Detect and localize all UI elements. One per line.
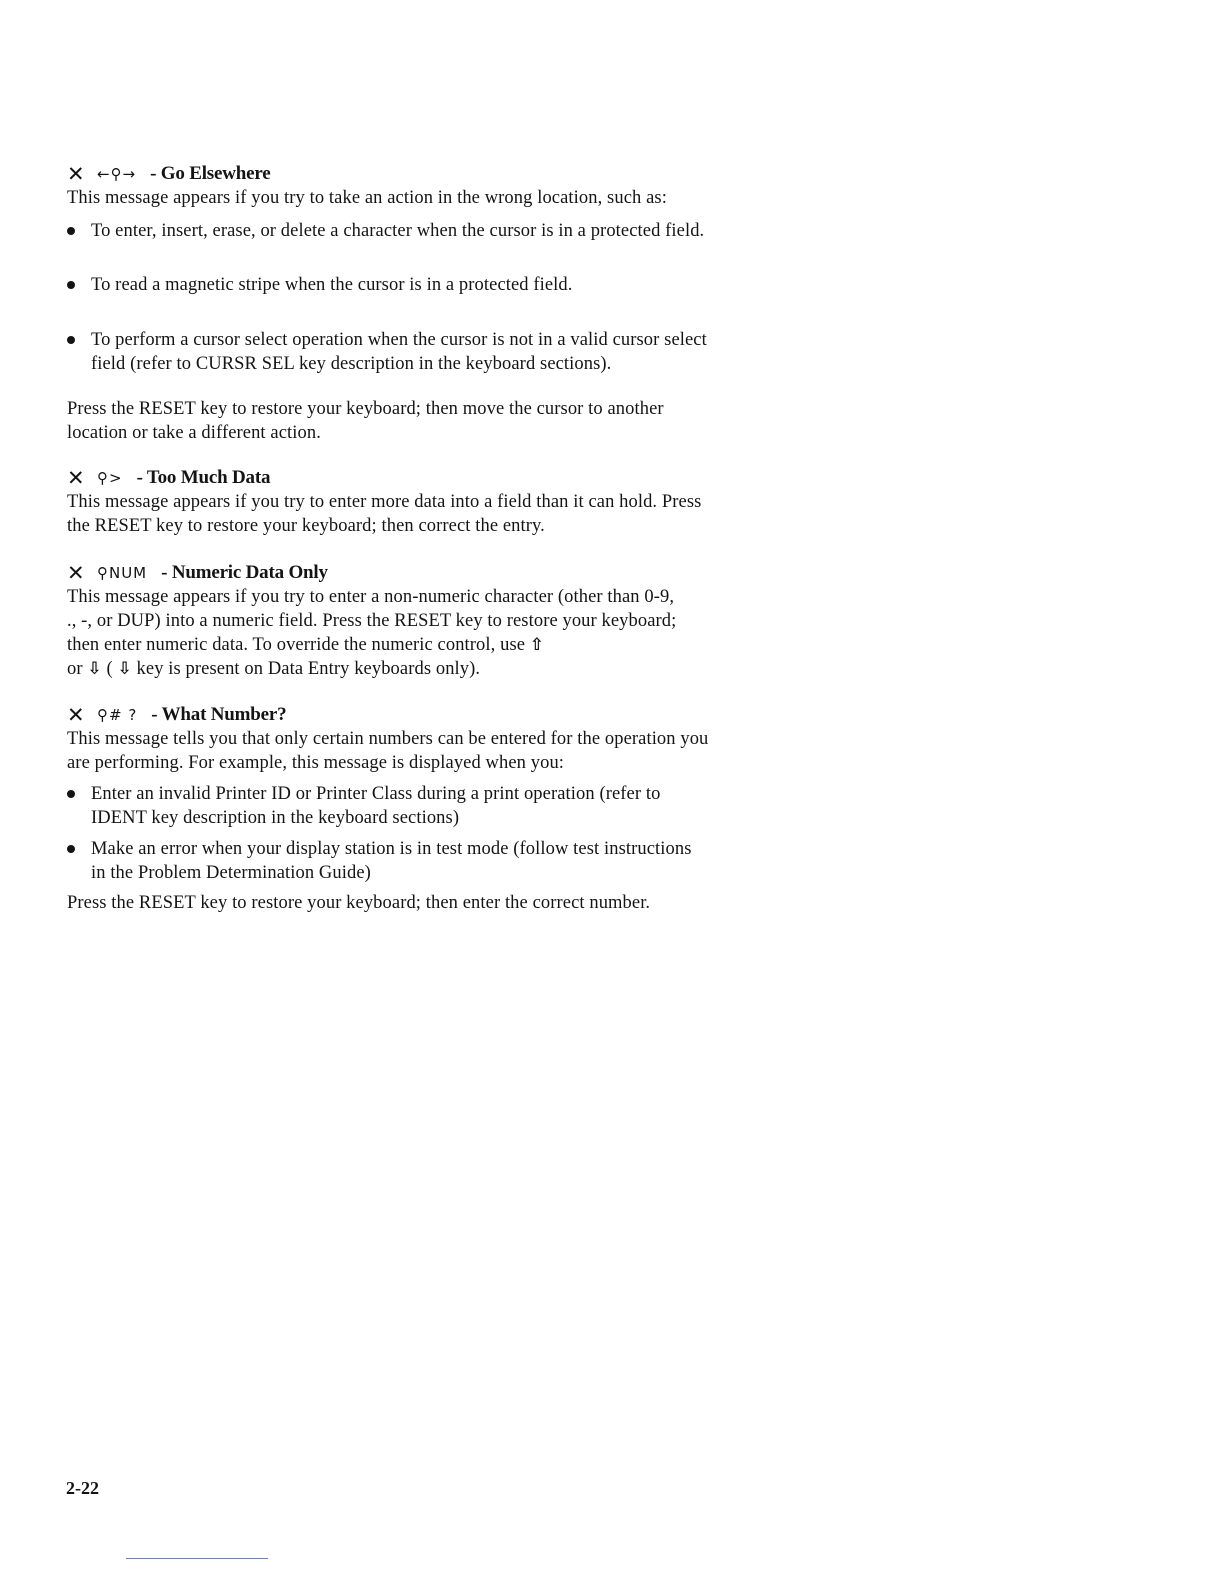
footer-rule (126, 1558, 268, 1559)
what-number-closing: Press the RESET key to restore your keyboard; then enter the correct number. (67, 893, 651, 913)
bullet-icon (67, 227, 75, 235)
what-number-intro: This message tells you that only certain numbers can be entered for the operation you are performing. For example, this message is displayed when you: (67, 729, 709, 773)
bullet-icon (67, 281, 75, 289)
heading-too-much-data (67, 466, 270, 490)
heading-title: - Go Elsewhere (150, 163, 271, 184)
list-item (67, 837, 707, 885)
too-much-data-symbol: ⚲> (97, 469, 123, 487)
go-elsewhere-intro: This message appears if you try to take an action in the wrong location, such as: (67, 188, 667, 208)
list-item-text: To perform a cursor select operation when the cursor is not in a valid cursor select field (refer to CURSR SEL key description in the keyboard sections). (91, 330, 707, 374)
bullet-icon (67, 790, 75, 798)
heading-title: - What Number? (151, 704, 287, 725)
what-number-symbol: ⚲# ? (97, 706, 138, 724)
down-arrow-icon: ⇩ (87, 659, 102, 679)
go-elsewhere-symbol: ←⚲→ (97, 165, 137, 183)
heading-go-elsewhere (67, 162, 270, 186)
up-arrow-icon: ⇧ (529, 635, 545, 655)
page-number: 2-22 (66, 1478, 99, 1498)
heading-title: - Numeric Data Only (161, 562, 328, 583)
heading-what-number (67, 703, 286, 727)
numeric-body-text: This message appears if you try to enter a non-numeric character (other than 0-9, ., -, or DUP) into a numeric field. Press the RESET key to restore your keyboard; then enter numeric data. To override the numeric control, use (67, 587, 677, 655)
list-item-text: Enter an invalid Printer ID or Printer Class during a print operation (refer to IDENT key description in the keyboard sections) (91, 784, 661, 828)
x-mark-icon: ✕ (67, 162, 85, 186)
bullet-icon (67, 336, 75, 344)
list-item-text: Make an error when your display station is in test mode (follow test instructions in the Problem Determination Guide) (91, 839, 692, 883)
go-elsewhere-closing: Press the RESET key to restore your keyboard; then move the cursor to another location or take a different action. (67, 399, 664, 443)
list-item-text: To enter, insert, erase, or delete a character when the cursor is in a protected field. (91, 221, 705, 241)
too-much-data-body: This message appears if you try to enter more data into a field than it can hold. Press the RESET key to restore your keyboard; then correct the entry. (67, 492, 702, 536)
x-mark-icon: ✕ (67, 466, 85, 490)
heading-title: - Too Much Data (136, 467, 271, 488)
numeric-body-or: or (67, 659, 83, 679)
bullet-icon (67, 845, 75, 853)
list-item-text: To read a magnetic stripe when the cursor is in a protected field. (91, 275, 573, 295)
list-item (67, 328, 727, 376)
heading-numeric-data-only (67, 561, 328, 585)
list-item (67, 782, 707, 830)
x-mark-icon: ✕ (67, 703, 85, 727)
list-item (67, 273, 727, 297)
numeric-body-text-end: key is present on Data Entry keyboards only). (136, 659, 481, 679)
numeric-symbol: ⚲NUM (97, 564, 148, 582)
list-item (67, 219, 727, 243)
down-arrow-icon: ⇩ (117, 659, 132, 679)
numeric-body-paren: ( (106, 659, 113, 679)
x-mark-icon: ✕ (67, 561, 85, 585)
numeric-data-body (67, 585, 682, 681)
